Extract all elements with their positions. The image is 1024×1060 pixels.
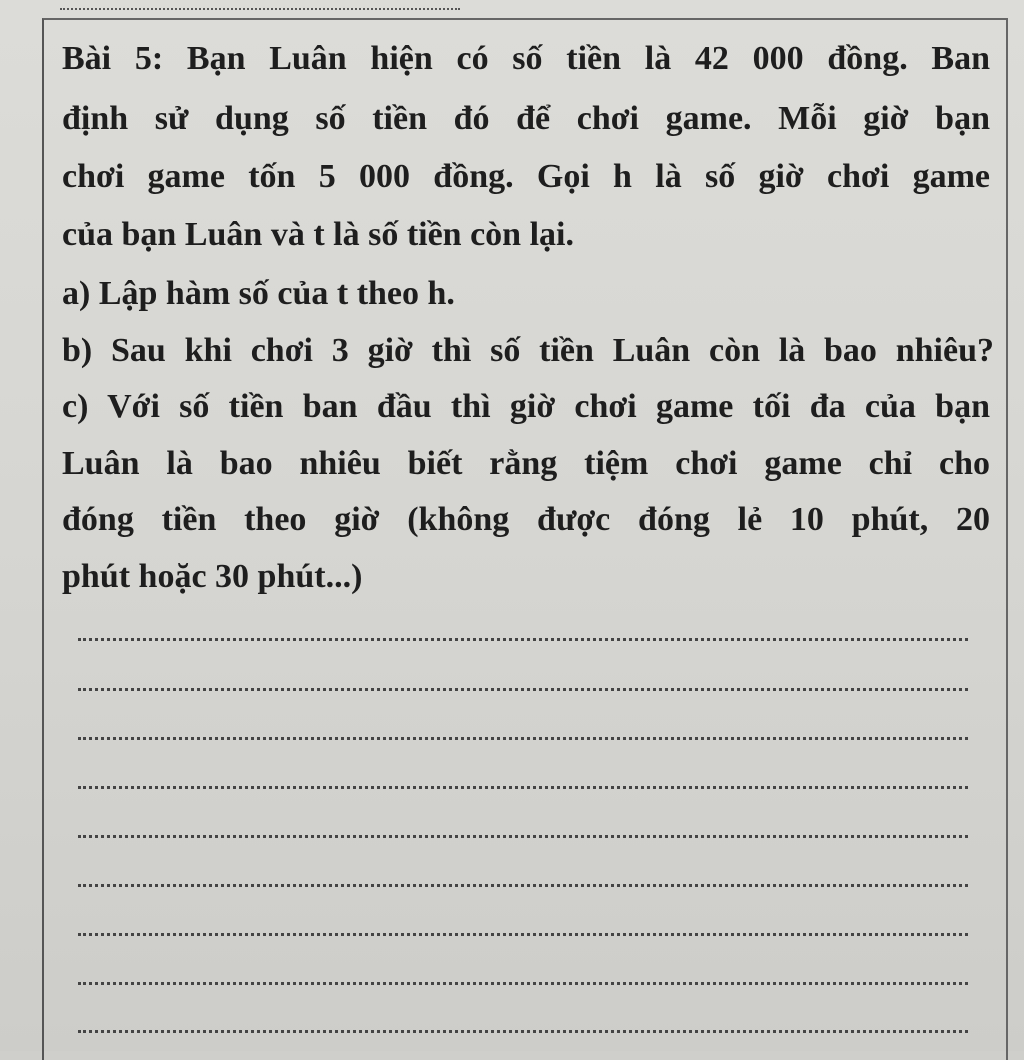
answer-line bbox=[78, 638, 968, 641]
answer-line-top bbox=[60, 8, 460, 10]
problem-line-4: của bạn Luân và t là số tiền còn lại. bbox=[62, 216, 574, 253]
question-c-line-2: Luân là bao nhiêu biết rằng tiệm chơi game chỉ cho bbox=[62, 445, 990, 482]
answer-line bbox=[78, 688, 968, 691]
answer-line bbox=[78, 786, 968, 789]
answer-line bbox=[78, 835, 968, 838]
question-c-line-3: đóng tiền theo giờ (không được đóng lẻ 10 phút, 20 bbox=[62, 501, 990, 538]
answer-line bbox=[78, 933, 968, 936]
question-c-line-1: c) Với số tiền ban đầu thì giờ chơi game tối đa của bạn bbox=[62, 388, 990, 425]
problem-line-2: định sử dụng số tiền đó để chơi game. Mỗi giờ bạn bbox=[62, 100, 990, 137]
question-a: a) Lập hàm số của t theo h. bbox=[62, 275, 455, 312]
question-b: b) Sau khi chơi 3 giờ thì số tiền Luân còn là bao nhiêu? bbox=[62, 332, 994, 369]
problem-line-1: Bài 5: Bạn Luân hiện có số tiền là 42 000 đồng. Ban bbox=[62, 40, 990, 77]
answer-line bbox=[78, 737, 968, 740]
question-c-line-4: phút hoặc 30 phút...) bbox=[62, 558, 363, 595]
answer-line bbox=[78, 884, 968, 887]
answer-line bbox=[78, 982, 968, 985]
answer-line bbox=[78, 1030, 968, 1033]
problem-line-3: chơi game tốn 5 000 đồng. Gọi h là số giờ chơi game bbox=[62, 158, 990, 195]
